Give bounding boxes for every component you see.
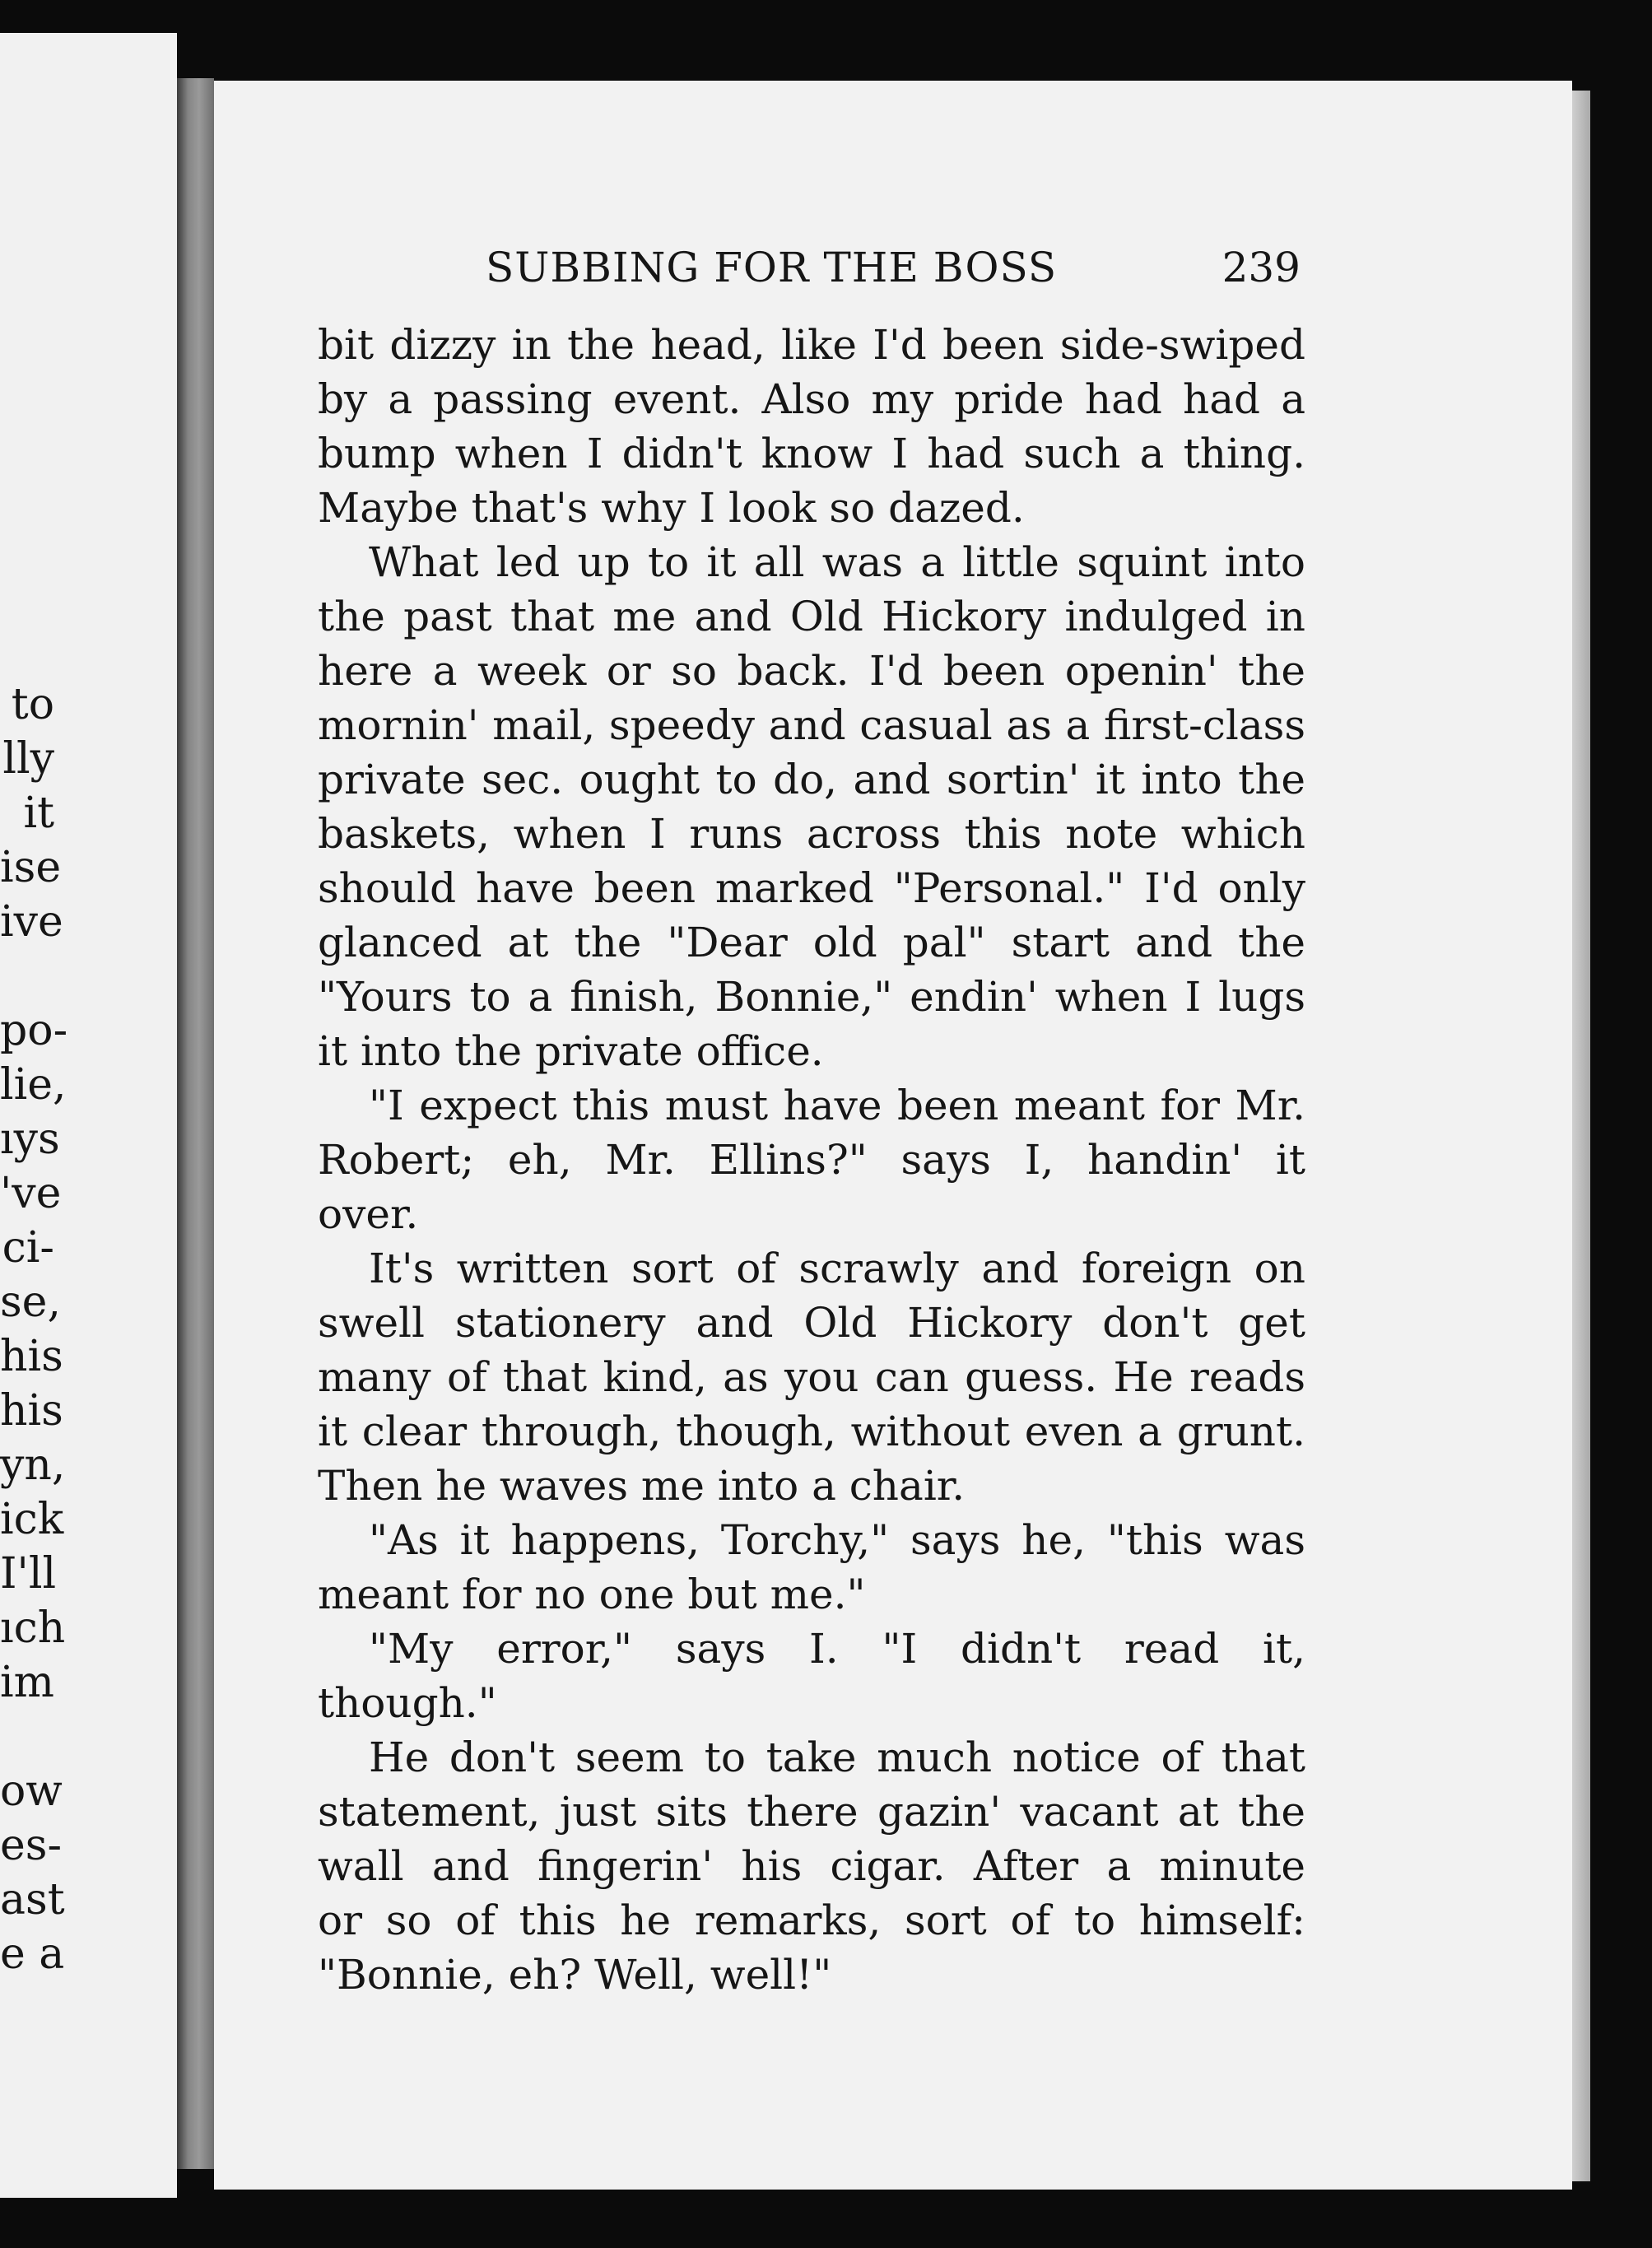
text-line: or so of this he remarks, sort of to himself: [318, 1897, 1305, 1944]
text-line: It's written sort of scrawly and foreign on [369, 1245, 1305, 1292]
left-page-fragment: po- [0, 1006, 68, 1055]
left-page-fragment: lie, [0, 1060, 67, 1110]
text-line: the past that me and Old Hickory indulged in [318, 593, 1305, 640]
left-page-fragment: se, [0, 1278, 61, 1327]
left-page-fragment: ıys [0, 1115, 60, 1164]
left-page-fragment: ıch [0, 1603, 66, 1653]
text-line: Robert; eh, Mr. Ellins?" says I, handin' it [318, 1136, 1305, 1184]
text-line: bit dizzy in the head, like I'd been side-swiped [318, 321, 1305, 369]
text-line: What led up to it all was a little squint into [369, 538, 1305, 586]
text-line: many of that kind, as you can guess. He reads [318, 1353, 1305, 1401]
text-line: Maybe that's why I look so dazed. [318, 484, 1025, 532]
left-page-fragment: 've [0, 1169, 62, 1218]
text-line: He don't seem to take much notice of that [369, 1734, 1305, 1781]
text-line: "Yours to a finish, Bonnie," endin' when I lugs [318, 973, 1305, 1021]
book-gutter [177, 78, 214, 2169]
text-line: by a passing event. Also my pride had had a [318, 375, 1305, 423]
left-page-fragment: lly [2, 734, 54, 784]
text-line: "As it happens, Torchy," says he, "this was [369, 1516, 1305, 1564]
text-line: meant for no one but me." [318, 1571, 866, 1618]
text-line: baskets, when I runs across this note which [318, 810, 1305, 858]
text-line: glanced at the "Dear old pal" start and the [318, 919, 1305, 966]
left-page-fragment: yn, [0, 1440, 66, 1490]
left-page-fragment: e a [0, 1929, 65, 1979]
left-page [0, 33, 177, 2198]
text-line: mornin' mail, speedy and casual as a first-class [318, 701, 1305, 749]
text-line: statement, just sits there gazin' vacant at the [318, 1788, 1305, 1836]
text-line: Then he waves me into a chair. [318, 1462, 966, 1510]
left-page-fragment: ow [0, 1766, 63, 1816]
text-line: "Bonnie, eh? Well, well!" [318, 1951, 832, 1999]
page-number: 239 [1222, 244, 1301, 291]
text-line: here a week or so back. I'd been openin' the [318, 647, 1305, 695]
left-page-fragment: ci- [2, 1223, 54, 1273]
left-page-fragment: his [0, 1332, 63, 1381]
left-page-fragment: es- [0, 1821, 63, 1870]
text-line: wall and fingerin' his cigar. After a minute [318, 1842, 1305, 1890]
running-head [486, 239, 1301, 296]
text-line: it clear through, though, without even a grunt. [318, 1408, 1305, 1455]
left-page-fragment: his [0, 1386, 63, 1436]
text-line: bump when I didn't know I had such a thing. [318, 430, 1305, 477]
text-line: though." [318, 1679, 497, 1727]
running-title: SUBBING FOR THE BOSS [486, 244, 1058, 291]
body-text [318, 318, 1305, 2046]
left-page-fragment: ick [0, 1495, 64, 1544]
text-line: "My error," says I. "I didn't read it, [369, 1625, 1305, 1673]
left-page-fragment: ise [0, 843, 62, 892]
page-edge [1572, 91, 1590, 2181]
text-line: should have been marked "Personal." I'd only [318, 864, 1305, 912]
text-line: "I expect this must have been meant for Mr. [369, 1082, 1305, 1129]
left-page-fragment: I'll [0, 1549, 57, 1599]
text-line: swell stationery and Old Hickory don't get [318, 1299, 1305, 1347]
text-line: it into the private office. [318, 1027, 824, 1075]
left-page-fragment: ive [0, 897, 63, 947]
left-page-fragment: it [23, 789, 54, 838]
text-line: private sec. ought to do, and sortin' it into the [318, 756, 1305, 803]
left-page-fragment: ast [0, 1875, 65, 1925]
left-page-fragment: im [0, 1658, 54, 1707]
text-line: over. [318, 1190, 419, 1238]
left-page-fragment: to [11, 680, 54, 729]
